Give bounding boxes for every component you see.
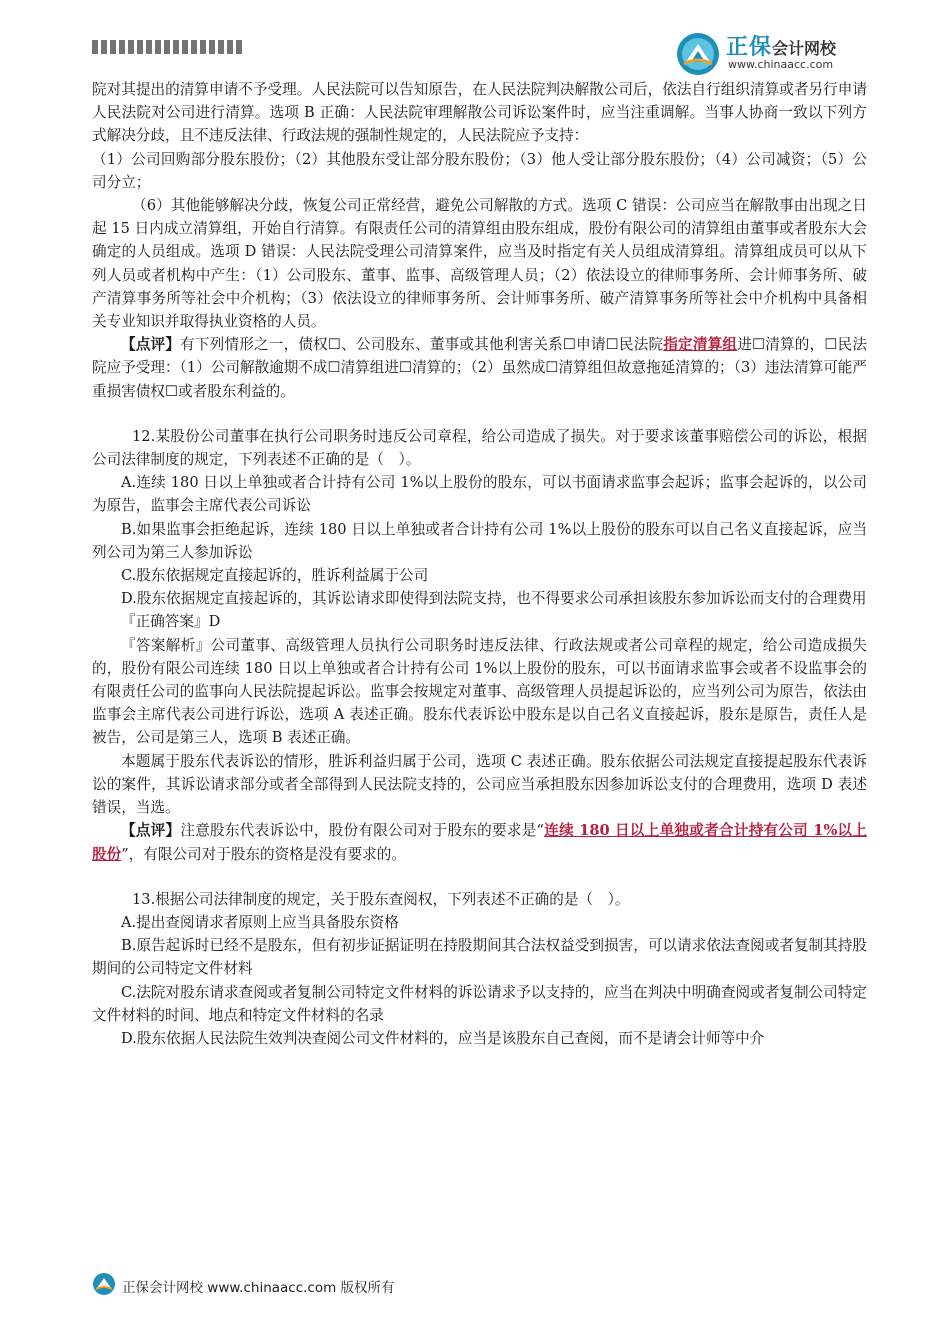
correct-answer: 『正确答案』D (121, 613, 221, 631)
comment-label: 【点评】 (121, 336, 181, 354)
paragraph: （6）其他能够解决分歧，恢复公司正常经营，避免公司解散的方式。选项 C 错误：公司应当在解散事由出现之日起 15 日内成立清算组，开始自行清算。有限责任公司的清算组由股东组成，股份有限公司的清算组由董事或者股东大会确定的人员组成。选项 D 错误：人民法院受理公司清算案件，应当及时指定有关人员组成清算组。清算组成员可以从下列人员或者机构中产生：（1）公司股东、董事、监事、高级管理人员；（2）依法设立的律师事务所、会计师事务所、破产清算事务所等社会中介机构；（3）依法设立的律师事务所、会计师事务所、破产清算事务所等社会中介机构中具备相关专业知识并取得执业资格的人员。 (92, 197, 867, 331)
paragraph: 院对其提出的清算申请不予受理。人民法院可以告知原告，在人民法院判决解散公司后，依法自行组织清算或者另行申请人民法院对公司进行清算。选项 B 正确：人民法院审理解散公司诉讼案件时，应当注重调解。当事人协商一致以下列方式解决分歧，且不违反法律、行政法规的强制性规定的，人民法院应予支持： (92, 81, 867, 145)
question-stem: 12.某股份公司董事在执行公司职务时违反公司章程，给公司造成了损失。对于要求该董事赔偿公司的诉讼，根据公司法律制度的规定，下列表述不正确的是（ ）。 (92, 427, 867, 469)
question-stem: 13.根据公司法律制度的规定，关于股东查阅权，下列表述不正确的是（ ）。 (132, 890, 630, 908)
option-a: A.连续 180 日以上单独或者合计持有公司 1%以上股份的股东，可以书面请求监事会起诉；监事会起诉的，以公司为原告，监事会主席代表公司诉讼 (92, 474, 867, 515)
logo-emblem-icon (676, 32, 720, 76)
comment-paragraph: 【点评】有下列情形之一，债权☐、公司股东、董事或其他利害关系☐申请☐民法院指定清算组进☐清算的，☐民法院应予受理：（1）公司解散逾期不成☐清算组进☐清算的；（2）虽然成☐清算组但故意拖延清算的；（3）违法清算可能严重损害债权☐或者股东利益的。 (92, 336, 867, 400)
answer-analysis: 『答案解析』公司董事、高级管理人员执行公司职务时违反法律、行政法规或者公司章程的规定，给公司造成损失的，股份有限公司连续 180 日以上单独或者合计持有公司 1%以上股份的股东，可以书面请求监事会或者不设监事会的有限责任公司的监事向人民法院提起诉讼。监事会按规定对董事、高级管理人员提起诉讼的，应当列公司为原告，依法由监事会主席代表公司进行诉讼，选项 A 表述正确。股东代表诉讼中股东是以自己名义直接起诉，股东是原告，责任人是被告，公司是第三人，选项 B 表述正确。 (92, 636, 867, 747)
option-c: C.股东依据规定直接起诉的，胜诉利益属于公司 (121, 567, 429, 585)
header-cropped-text (92, 40, 242, 54)
paragraph: （1）公司回购部分股东股份；（2）其他股东受让部分股东股份；（3）他人受让部分股东股份；（4）公司减资；（5）公司分立； (92, 150, 867, 191)
option-b: B.如果监事会拒绝起诉，连续 180 日以上单独或者合计持有公司 1%以上股份的股东可以自己名义直接起诉，应当列公司为第三人参加诉讼 (92, 520, 867, 561)
footer-logo-icon (92, 1272, 116, 1296)
comment-label: 【点评】 (121, 822, 181, 840)
option-d: D.股东依据规定直接起诉的，其诉讼请求即使得到法院支持，也不得要求公司承担该股东参加诉讼而支付的合理费用 (121, 590, 867, 608)
comment-paragraph: 【点评】注意股东代表诉讼中，股份有限公司对于股东的要求是“连续 180 日以上单独或者合计持有公司 1%以上股份”，有限公司对于股东的资格是没有要求的。 (92, 822, 867, 863)
option-c: C.法院对股东请求查阅或者复制公司特定文件材料的诉讼请求予以支持的，应当在判决中明确查阅或者复制公司特定文件材料的时间、地点和特定文件材料的名录 (92, 983, 867, 1024)
footer-copyright: 正保会计网校 www.chinaacc.com 版权所有 (122, 1280, 395, 1296)
option-a: A.提出查阅请求者原则上应当具备股东资格 (121, 913, 399, 931)
highlight-link[interactable]: 指定清算组 (663, 336, 738, 354)
page-footer (92, 1272, 492, 1298)
option-d: D.股东依据人民法院生效判决查阅公司文件材料的，应当是该股东自己查阅，而不是请会计师等中介 (121, 1029, 765, 1047)
answer-analysis-2: 本题属于股东代表诉讼的情形，胜诉利益归属于公司，选项 C 表述正确。股东依据公司法规定直接提起股东代表诉讼的案件，其诉讼请求部分或者全部得到人民法院支持的，公司应当承担股东因参加诉讼支付的合理费用，选项 D 表述错误，当选。 (92, 752, 867, 817)
highlight-text: 连续 180 日以上单独或者合计持有公司 1%以上股份 (92, 822, 867, 863)
brand-url: www.chinaacc.com (728, 58, 834, 71)
document-body (92, 78, 867, 1050)
brand-logo (676, 30, 876, 78)
brand-name: 正保会计网校 (726, 35, 837, 60)
option-b: B.原告起诉时已经不是股东，但有初步证据证明在持股期间其合法权益受到损害，可以请求依法查阅或者复制其持股期间的公司特定文件材料 (92, 937, 867, 978)
